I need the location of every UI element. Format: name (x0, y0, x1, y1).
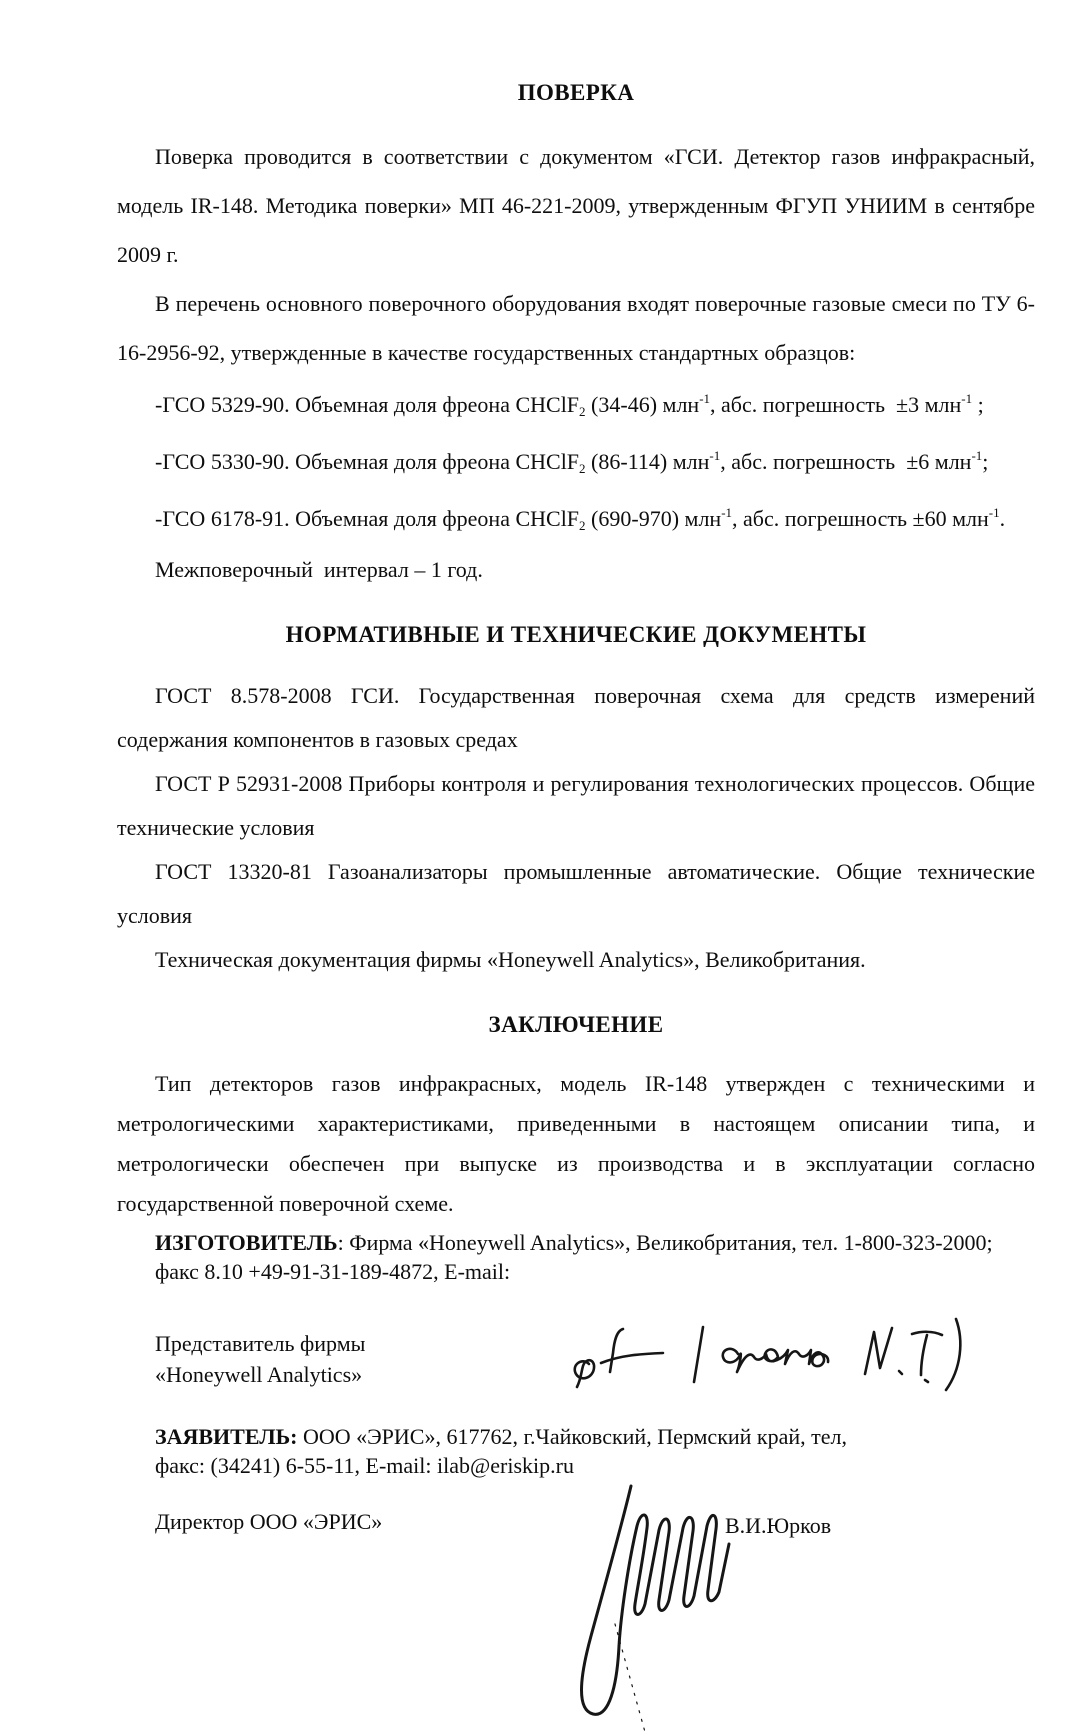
text-segment: (86-114) млн (585, 449, 710, 474)
subscript: 2 (579, 461, 586, 476)
representative-row (117, 1328, 1035, 1392)
representative-line-1: Представитель фирмы (155, 1331, 366, 1356)
applicant-label: ЗАЯВИТЕЛЬ: (155, 1424, 298, 1449)
gso-line-2 (117, 434, 1035, 491)
conclusion-paragraph: Тип детекторов газов инфракрасных, модель IR-148 утвержден с техническими и метрологическими характеристиками, приведенными в настоящем описании типа, и метрологически обеспечен при выпуске из производства и в эксплуатации согласно государственной поверочной схеме. (117, 1071, 1035, 1216)
manufacturer-block (117, 1228, 1035, 1286)
section-heading-normative: НОРМАТИВНЫЕ И ТЕХНИЧЕСКИЕ ДОКУМЕНТЫ (285, 622, 867, 647)
manufacturer-text: : Фирма «Honeywell Analytics», Великобритания, тел. 1-800-323-2000; (337, 1230, 993, 1255)
normative-paragraph-2: ГОСТ Р 52931-2008 Приборы контроля и регулирования технологических процессов. Общие технические условия (117, 771, 1035, 840)
text-segment: ; (982, 449, 989, 474)
applicant-text: ООО «ЭРИС», 617762, г.Чайковский, Пермский край, тел, (297, 1424, 848, 1449)
section-heading-conclusion: ЗАКЛЮЧЕНИЕ (488, 1012, 664, 1037)
manufacturer-label: ИЗГОТОВИТЕЛЬ (155, 1230, 338, 1255)
subscript: 2 (579, 404, 586, 419)
superscript: -1 (709, 448, 721, 463)
text-segment: -ГСО 5330-90. Объемная доля фреона CHClF (155, 449, 580, 474)
manufacturer-line-2: факс 8.10 +49-91-31-189-4872, E-mail: (155, 1259, 511, 1284)
text-segment: ; (972, 392, 984, 417)
director-label: Директор ООО «ЭРИС» (155, 1509, 383, 1534)
manufacturer-line-1 (155, 1228, 1035, 1257)
superscript: -1 (721, 505, 733, 520)
text-segment: , абс. погрешность ±3 млн (710, 392, 962, 417)
verification-paragraph-2: В перечень основного поверочного оборудования входят поверочные газовые смеси по ТУ 6-16-2956-92, утвержденные в качестве государственных стандартных образцов: (117, 291, 1035, 365)
representative-line-2: «Honeywell Analytics» (155, 1362, 363, 1387)
section-heading-verification: ПОВЕРКА (517, 80, 635, 105)
interval-line: Межповерочный интервал – 1 год. (155, 557, 483, 582)
director-signature (545, 1474, 735, 1736)
superscript: -1 (971, 448, 983, 463)
applicant-block (117, 1422, 1035, 1480)
text-segment: , абс. погрешность ±6 млн (720, 449, 972, 474)
text-segment: (34-46) млн (585, 392, 700, 417)
verification-paragraph-1: Поверка проводится в соответствии с документом «ГСИ. Детектор газов инфракрасный, модель IR-148. Методика поверки» МП 46-221-2009, утвержденным ФГУП УНИИМ в сентябре 2009 г. (117, 144, 1035, 267)
text-segment: . (999, 506, 1006, 531)
text-segment: -ГСО 6178-91. Объемная доля фреона CHClF (155, 506, 580, 531)
superscript: -1 (961, 391, 973, 406)
subscript: 2 (579, 518, 586, 533)
text-segment: , абс. погрешность ±60 млн (732, 506, 989, 531)
applicant-line-1 (155, 1422, 1035, 1451)
gso-line-1 (117, 377, 1035, 434)
director-name: В.И.Юрков (725, 1513, 832, 1538)
gso-line-3 (117, 491, 1035, 548)
representative-signature (565, 1314, 967, 1398)
director-row (117, 1506, 1035, 1566)
applicant-line-2: факс: (34241) 6-55-11, E-mail: ilab@eriskip.ru (155, 1453, 574, 1478)
normative-paragraph-1: ГОСТ 8.578-2008 ГСИ. Государственная поверочная схема для средств измерений содержания компонентов в газовых средах (117, 683, 1035, 752)
normative-paragraph-4: Техническая документация фирмы «Honeywell Analytics», Великобритания. (155, 947, 866, 972)
normative-paragraph-3: ГОСТ 13320-81 Газоанализаторы промышленные автоматические. Общие технические условия (117, 859, 1035, 928)
text-segment: -ГСО 5329-90. Объемная доля фреона CHClF (155, 392, 580, 417)
text-segment: (690-970) млн (585, 506, 722, 531)
superscript: -1 (988, 505, 1000, 520)
superscript: -1 (699, 391, 711, 406)
